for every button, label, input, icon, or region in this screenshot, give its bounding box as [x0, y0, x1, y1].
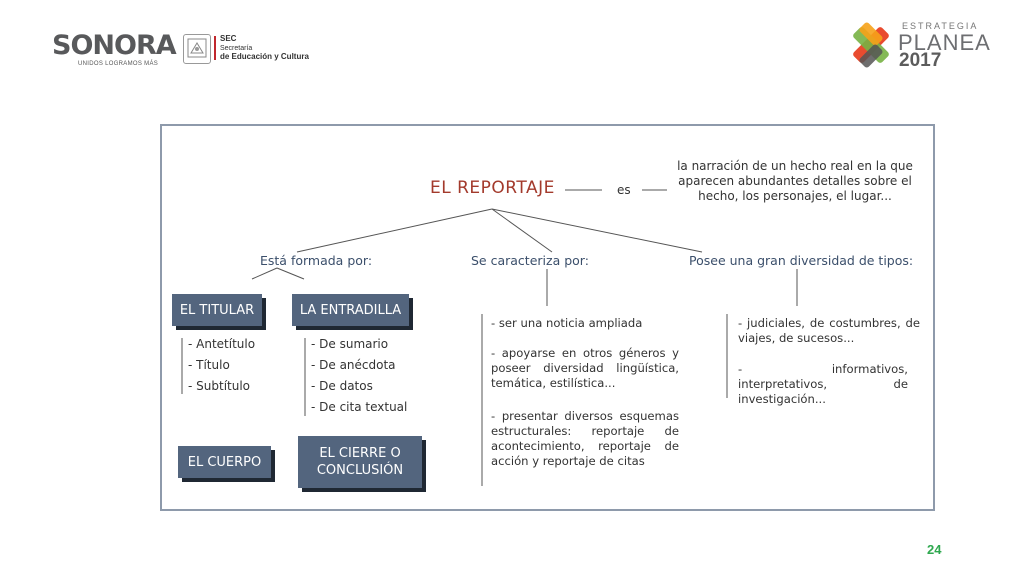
types-1: - judiciales, de costumbres, de viajes, de sucesos... [738, 316, 920, 345]
characteristic-1: - ser una noticia ampliada [491, 316, 643, 330]
sec-logo-text [220, 35, 309, 63]
list-item: - De datos [311, 379, 373, 393]
cierre-box [298, 436, 422, 488]
planea-subtitle: ESTRATEGIA [902, 21, 979, 31]
branch-types-label: Posee una gran diversidad de tipos: [689, 253, 914, 268]
sonora-logo-text: SONORA [52, 30, 176, 61]
page-number: 24 [927, 542, 942, 557]
characteristic-3: - presentar diversos esquemas estructurales: reportaje de acontecimiento, reportaje de acción y reportaje de citas [491, 409, 679, 468]
sec-line1: Secretaría [220, 44, 253, 52]
connector-es: es [617, 183, 631, 197]
list-item: - De sumario [311, 337, 389, 351]
list-item: - Título [188, 358, 230, 372]
cierre-box-line2: CONCLUSIÓN [316, 463, 404, 478]
entradilla-box: LA ENTRADILLA [292, 294, 409, 326]
branch-characterized-label: Se caracteriza por: [471, 253, 589, 268]
diagram-title: EL REPORTAJE [430, 178, 555, 198]
sec-acronym: SEC [220, 34, 237, 43]
cuerpo-box: EL CUERPO [178, 446, 271, 478]
entradilla-items [311, 334, 407, 418]
planea-year: 2017 [899, 50, 942, 71]
list-item: - De cita textual [311, 400, 408, 414]
planea-name: PLANEA [898, 30, 991, 55]
planea-logo-icon [845, 20, 897, 72]
branch-formed-label: Está formada por: [260, 253, 373, 268]
titular-items [188, 334, 255, 397]
sec-divider [214, 36, 216, 60]
list-item: - Subtítulo [188, 379, 251, 393]
concept-map-frame [160, 124, 935, 511]
sonora-logo [52, 30, 176, 61]
sonora-tagline: UNIDOS LOGRAMOS MÁS [78, 61, 159, 67]
characteristic-2: - apoyarse en otros géneros y poseer diversidad lingüística, temática, estilística... [491, 346, 679, 390]
sec-line2: de Educación y Cultura [220, 52, 309, 61]
state-seal-icon [183, 34, 211, 64]
definition-text: la narración de un hecho real en la que aparecen abundantes detalles sobre el hecho, los personajes, el lugar... [677, 159, 913, 203]
list-item: - De anécdota [311, 358, 396, 372]
titular-box: EL TITULAR [172, 294, 262, 326]
cierre-box-line1: EL CIERRE O [319, 446, 401, 461]
list-item: - Antetítulo [188, 337, 256, 351]
types-2: - informativos, interpretativos, de investigación... [738, 362, 908, 406]
